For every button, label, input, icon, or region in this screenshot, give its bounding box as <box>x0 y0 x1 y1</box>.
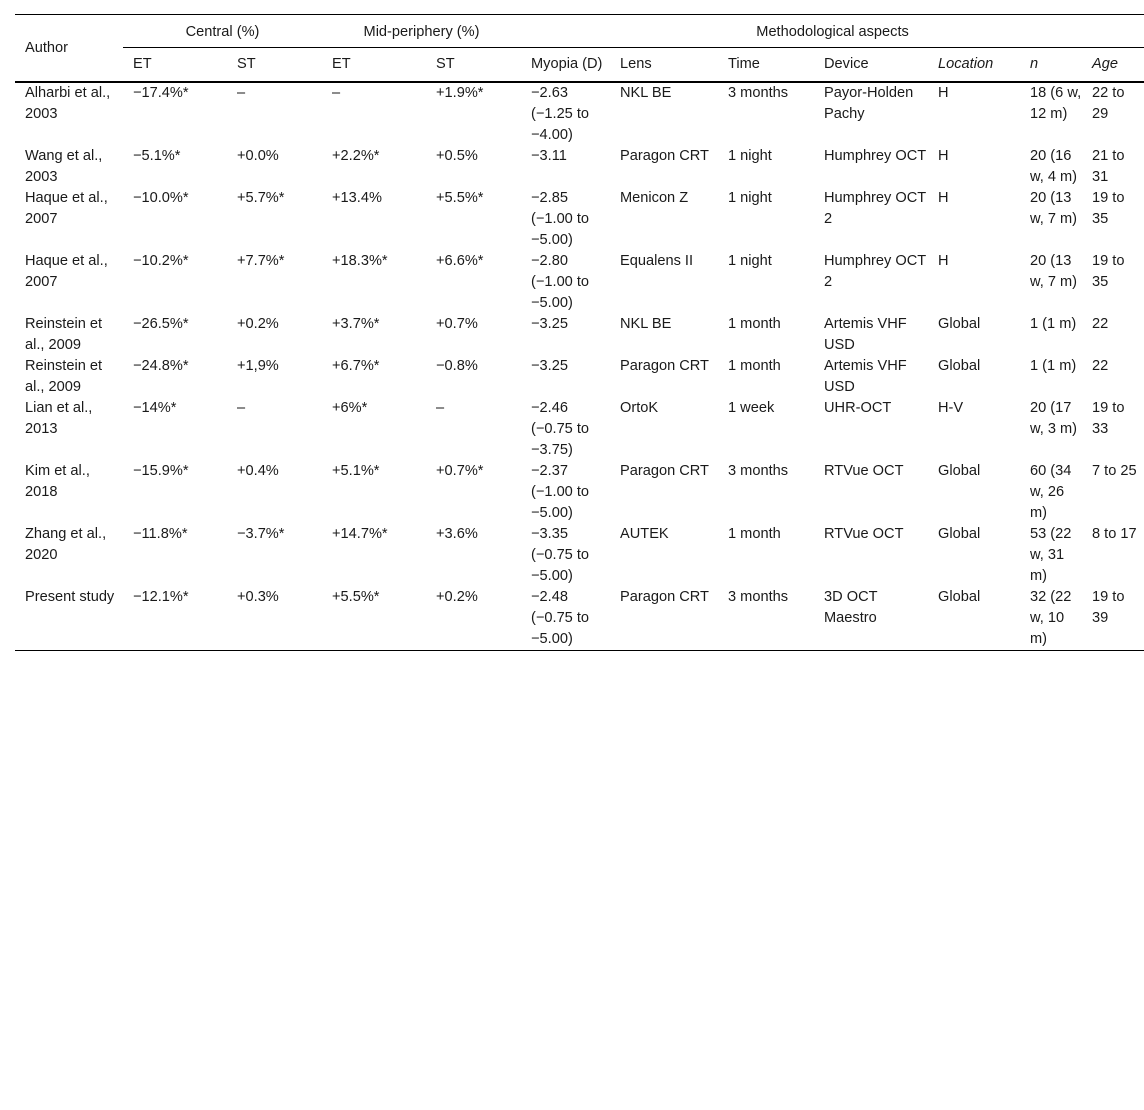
location-cell: Global <box>938 526 981 542</box>
table-row <box>15 82 1144 146</box>
device-cell: UHR-OCT <box>824 400 892 416</box>
device-cell: Humphrey OCT 2 <box>824 190 926 227</box>
device-cell: 3D OCT Maestro <box>824 589 878 626</box>
location-cell: H-V <box>938 400 964 416</box>
age-cell: 19 to 39 <box>1092 589 1125 626</box>
time-cell: 1 night <box>728 190 772 206</box>
author-cell: Wang et al., 2003 <box>25 148 103 185</box>
mid-et-cell: +5.5%* <box>332 589 380 605</box>
central-st-cell: +1,9% <box>237 358 279 374</box>
mid-st-cell: +0.7%* <box>436 463 484 479</box>
lens-header: Lens <box>620 56 652 72</box>
mid-st-cell: +0.7% <box>436 316 478 332</box>
central-st-cell: −3.7%* <box>237 526 285 542</box>
central-et-cell: −24.8%* <box>133 358 189 374</box>
mid-et-cell: +6.7%* <box>332 358 380 374</box>
n-cell: 20 (13 w, 7 m) <box>1030 190 1078 227</box>
data-table <box>15 14 1144 651</box>
location-cell: Global <box>938 463 981 479</box>
device-cell: RTVue OCT <box>824 526 904 542</box>
myopia-cell: −2.48 (−0.75 to −5.00) <box>531 589 590 647</box>
central-st-cell: +0.3% <box>237 589 279 605</box>
myopia-cell: −2.80 (−1.00 to −5.00) <box>531 253 590 311</box>
n-cell: 1 (1 m) <box>1030 316 1077 332</box>
age-cell: 19 to 33 <box>1092 400 1125 437</box>
table-row <box>15 251 1144 314</box>
lens-cell: Paragon CRT <box>620 589 709 605</box>
n-cell: 53 (22 w, 31 m) <box>1030 526 1072 584</box>
myopia-cell: −2.63 (−1.25 to −4.00) <box>531 85 590 143</box>
device-cell: Payor-Holden Pachy <box>824 85 914 122</box>
mid-periphery-group-header: Mid-periphery (%) <box>322 15 521 48</box>
methodological-group-header: Methodological aspects <box>521 15 1144 48</box>
age-cell: 22 <box>1092 358 1109 374</box>
central-st-cell: – <box>237 400 246 416</box>
table-row <box>15 314 1144 356</box>
time-cell: 1 month <box>728 358 781 374</box>
mid-st-header: ST <box>436 56 455 72</box>
central-st-cell: +5.7%* <box>237 190 285 206</box>
author-cell: Present study <box>25 589 115 605</box>
lens-cell: AUTEK <box>620 526 669 542</box>
age-header: Age <box>1092 56 1118 72</box>
mid-et-cell: +18.3%* <box>332 253 388 269</box>
central-st-cell: +7.7%* <box>237 253 285 269</box>
myopia-cell: −3.35 (−0.75 to −5.00) <box>531 526 590 584</box>
central-st-cell: +0.4% <box>237 463 279 479</box>
mid-et-cell: +13.4% <box>332 190 382 206</box>
header-group-row <box>15 15 1144 48</box>
table-row <box>15 587 1144 651</box>
table-row <box>15 356 1144 398</box>
table-row <box>15 524 1144 587</box>
mid-st-cell: +6.6%* <box>436 253 484 269</box>
device-cell: Artemis VHF USD <box>824 358 907 395</box>
lens-cell: Paragon CRT <box>620 358 709 374</box>
n-cell: 32 (22 w, 10 m) <box>1030 589 1072 647</box>
location-cell: H <box>938 148 949 164</box>
mid-st-cell: +1.9%* <box>436 85 484 101</box>
author-cell: Kim et al., 2018 <box>25 463 90 500</box>
mid-et-cell: +2.2%* <box>332 148 380 164</box>
myopia-cell: −3.11 <box>531 148 567 164</box>
mid-et-cell: +5.1%* <box>332 463 380 479</box>
mid-st-cell: – <box>436 400 445 416</box>
lens-cell: NKL BE <box>620 85 672 101</box>
lens-cell: NKL BE <box>620 316 672 332</box>
author-cell: Alharbi et al., 2003 <box>25 85 111 122</box>
mid-et-cell: +14.7%* <box>332 526 388 542</box>
age-cell: 7 to 25 <box>1092 463 1137 479</box>
mid-et-header: ET <box>332 56 351 72</box>
time-cell: 3 months <box>728 463 789 479</box>
time-cell: 3 months <box>728 85 789 101</box>
table-row <box>15 461 1144 524</box>
mid-et-cell: +6%* <box>332 400 368 416</box>
author-cell: Lian et al., 2013 <box>25 400 93 437</box>
mid-st-cell: +0.2% <box>436 589 478 605</box>
central-st-header: ST <box>237 56 256 72</box>
central-et-cell: −11.8%* <box>133 526 188 542</box>
myopia-cell: −3.25 <box>531 316 568 332</box>
central-et-cell: −15.9%* <box>133 463 189 479</box>
author-cell: Zhang et al., 2020 <box>25 526 107 563</box>
myopia-header: Myopia (D) <box>531 56 603 72</box>
central-group-header: Central (%) <box>123 15 322 48</box>
myopia-cell: −2.37 (−1.00 to −5.00) <box>531 463 590 521</box>
table-row <box>15 146 1144 188</box>
device-cell: Humphrey OCT <box>824 148 927 164</box>
n-cell: 20 (17 w, 3 m) <box>1030 400 1078 437</box>
myopia-cell: −3.25 <box>531 358 568 374</box>
author-cell: Reinstein et al., 2009 <box>25 358 103 395</box>
age-cell: 21 to 31 <box>1092 148 1125 185</box>
device-cell: RTVue OCT <box>824 463 904 479</box>
device-header: Device <box>824 56 869 72</box>
n-header: n <box>1030 56 1039 72</box>
location-header: Location <box>938 56 994 72</box>
author-cell: Reinstein et al., 2009 <box>25 316 103 353</box>
central-et-cell: −5.1%* <box>133 148 181 164</box>
device-cell: Artemis VHF USD <box>824 316 907 353</box>
location-cell: Global <box>938 358 981 374</box>
author-header: Author <box>25 39 68 56</box>
mid-st-cell: +3.6% <box>436 526 478 542</box>
n-cell: 18 (6 w, 12 m) <box>1030 85 1082 122</box>
mid-st-cell: +5.5%* <box>436 190 484 206</box>
central-st-cell: – <box>237 85 246 101</box>
central-st-cell: +0.2% <box>237 316 279 332</box>
device-cell: Humphrey OCT 2 <box>824 253 926 290</box>
n-cell: 20 (13 w, 7 m) <box>1030 253 1078 290</box>
central-et-cell: −14%* <box>133 400 177 416</box>
central-et-cell: −17.4%* <box>133 85 189 101</box>
author-cell: Haque et al., 2007 <box>25 190 108 227</box>
time-cell: 1 month <box>728 316 781 332</box>
myopia-cell: −2.85 (−1.00 to −5.00) <box>531 190 590 248</box>
author-cell: Haque et al., 2007 <box>25 253 108 290</box>
table-row <box>15 398 1144 461</box>
location-cell: H <box>938 253 949 269</box>
age-cell: 19 to 35 <box>1092 190 1125 227</box>
location-cell: Global <box>938 589 981 605</box>
location-cell: H <box>938 190 949 206</box>
lens-cell: Equalens II <box>620 253 694 269</box>
time-header: Time <box>728 56 760 72</box>
header-column-row <box>15 48 1144 83</box>
time-cell: 1 night <box>728 148 772 164</box>
mid-et-cell: +3.7%* <box>332 316 380 332</box>
n-cell: 20 (16 w, 4 m) <box>1030 148 1078 185</box>
central-et-cell: −10.2%* <box>133 253 189 269</box>
n-cell: 1 (1 m) <box>1030 358 1077 374</box>
age-cell: 19 to 35 <box>1092 253 1125 290</box>
lens-cell: Paragon CRT <box>620 463 709 479</box>
central-et-cell: −10.0%* <box>133 190 189 206</box>
myopia-cell: −2.46 (−0.75 to −3.75) <box>531 400 590 458</box>
table-header <box>15 15 1144 83</box>
age-cell: 22 <box>1092 316 1109 332</box>
table-body <box>15 82 1144 651</box>
time-cell: 1 week <box>728 400 775 416</box>
central-et-cell: −26.5%* <box>133 316 189 332</box>
lens-cell: Paragon CRT <box>620 148 709 164</box>
central-st-cell: +0.0% <box>237 148 279 164</box>
location-cell: Global <box>938 316 981 332</box>
central-et-header: ET <box>133 56 152 72</box>
location-cell: H <box>938 85 949 101</box>
time-cell: 1 month <box>728 526 781 542</box>
time-cell: 3 months <box>728 589 789 605</box>
lens-cell: OrtoK <box>620 400 659 416</box>
mid-et-cell: – <box>332 85 341 101</box>
lens-cell: Menicon Z <box>620 190 689 206</box>
mid-st-cell: +0.5% <box>436 148 478 164</box>
mid-st-cell: −0.8% <box>436 358 478 374</box>
table-row <box>15 188 1144 251</box>
n-cell: 60 (34 w, 26 m) <box>1030 463 1072 521</box>
age-cell: 22 to 29 <box>1092 85 1125 122</box>
age-cell: 8 to 17 <box>1092 526 1137 542</box>
time-cell: 1 night <box>728 253 772 269</box>
central-et-cell: −12.1%* <box>133 589 189 605</box>
